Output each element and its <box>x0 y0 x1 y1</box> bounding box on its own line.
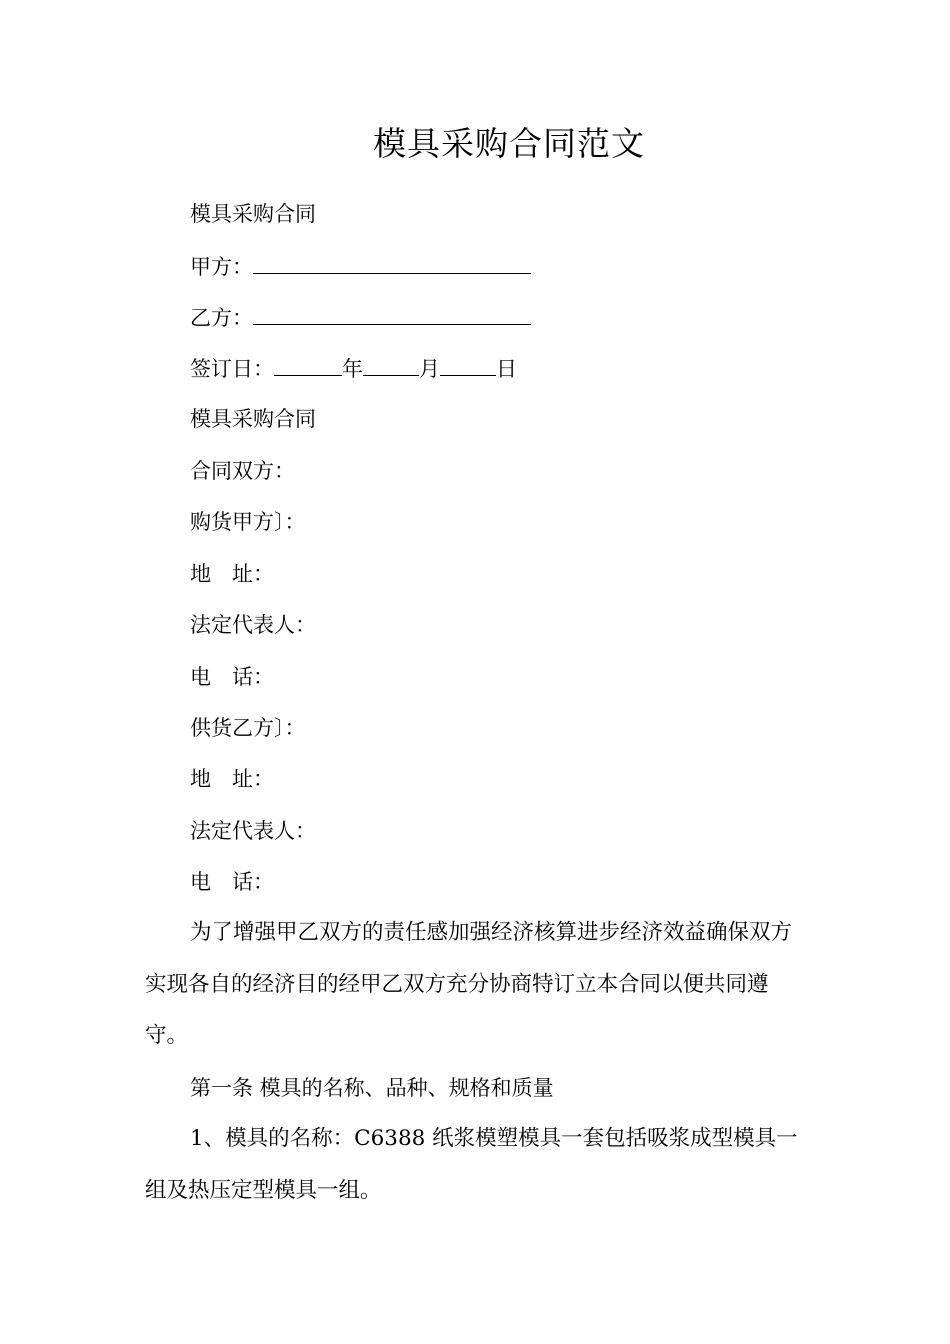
sign-date-label: 签订日： <box>190 357 274 381</box>
month-blank <box>363 353 419 376</box>
party-b-blank <box>253 302 531 325</box>
supplier-phone-label: 电 话： <box>190 870 274 894</box>
buyer-rep-label: 法定代表人： <box>190 613 316 637</box>
document-title: 模具采购合同范文 <box>373 124 645 163</box>
party-b-line <box>190 302 531 333</box>
article1-title: 第一条 模具的名称、品种、规格和质量 <box>190 1076 554 1100</box>
sign-date-line <box>190 353 517 384</box>
supplier-address-label: 地 址： <box>190 767 274 791</box>
contract-heading: 模具采购合同 <box>190 202 316 226</box>
year-blank <box>274 353 342 376</box>
intro-paragraph: 为了增强甲乙双方的责任感加强经济核算进步经济效益确保双方实现各自的经济目的经甲乙双方充分协商特订立本合同以便共同遵守。 <box>145 920 793 1048</box>
buyer-address-label: 地 址： <box>190 562 274 586</box>
supplier-rep-label: 法定代表人： <box>190 819 316 843</box>
year-label: 年 <box>342 357 363 381</box>
buyer-phone-label: 电 话： <box>190 665 274 689</box>
party-b-label: 乙方： <box>190 306 253 330</box>
buyer-label: 购货甲方〕： <box>190 510 306 534</box>
supplier-label: 供货乙方〕： <box>190 716 306 740</box>
party-a-label: 甲方： <box>190 255 253 279</box>
party-a-line <box>190 251 531 282</box>
day-blank <box>440 353 496 376</box>
day-label: 日 <box>496 357 517 381</box>
both-parties-label: 合同双方： <box>190 459 295 483</box>
article1-item1: 1、模具的名称：C6388 纸浆模塑模具一套包括吸浆成型模具一组及热压定型模具一组。 <box>145 1126 798 1203</box>
party-a-blank <box>253 251 531 274</box>
contract-heading-2: 模具采购合同 <box>190 407 316 431</box>
month-label: 月 <box>419 357 440 381</box>
